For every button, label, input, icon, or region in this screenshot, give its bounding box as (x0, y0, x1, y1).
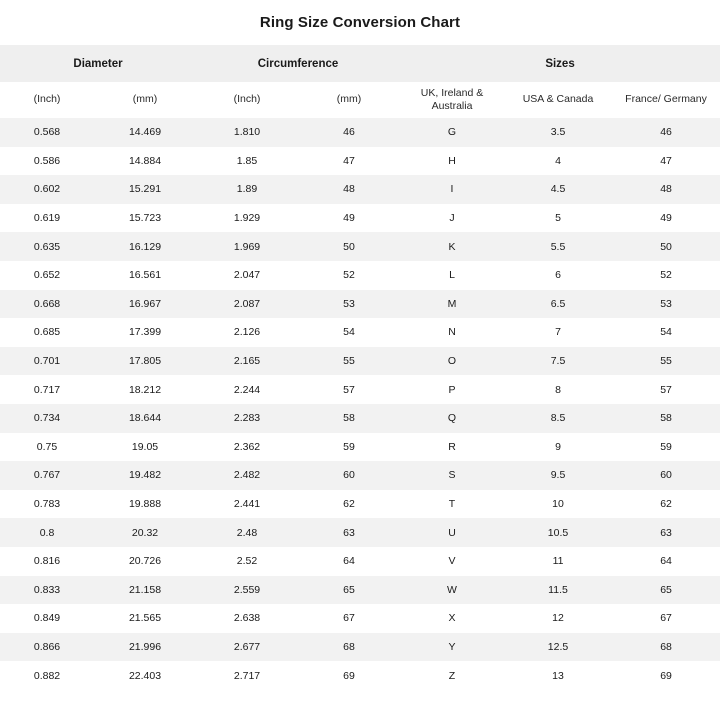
cell-circumference-inch: 1.85 (196, 147, 298, 176)
cell-size-usa: 4.5 (504, 175, 612, 204)
cell-circumference-mm: 69 (298, 661, 400, 690)
cell-size-usa: 11 (504, 547, 612, 576)
cell-size-france: 48 (612, 175, 720, 204)
cell-circumference-mm: 53 (298, 290, 400, 319)
cell-diameter-inch: 0.652 (0, 261, 94, 290)
unit-header-uk-ireland-australia: UK, Ireland & Australia (400, 82, 504, 118)
table-row (0, 518, 720, 547)
cell-size-france: 64 (612, 547, 720, 576)
cell-size-france: 65 (612, 576, 720, 605)
cell-size-usa: 5 (504, 204, 612, 233)
cell-diameter-inch: 0.849 (0, 604, 94, 633)
cell-diameter-mm: 21.565 (94, 604, 196, 633)
cell-size-uk: N (400, 318, 504, 347)
cell-diameter-mm: 20.32 (94, 518, 196, 547)
cell-diameter-mm: 15.291 (94, 175, 196, 204)
cell-size-usa: 5.5 (504, 232, 612, 261)
cell-circumference-inch: 2.717 (196, 661, 298, 690)
cell-circumference-mm: 63 (298, 518, 400, 547)
unit-header-france-germany: France/ Germany (612, 82, 720, 118)
cell-circumference-mm: 58 (298, 404, 400, 433)
cell-size-uk: H (400, 147, 504, 176)
cell-circumference-inch: 2.165 (196, 347, 298, 376)
cell-diameter-inch: 0.602 (0, 175, 94, 204)
cell-size-usa: 8.5 (504, 404, 612, 433)
cell-diameter-mm: 14.884 (94, 147, 196, 176)
cell-size-usa: 7 (504, 318, 612, 347)
unit-header-diameter-mm: (mm) (94, 82, 196, 118)
table-row (0, 490, 720, 519)
cell-diameter-mm: 19.888 (94, 490, 196, 519)
cell-circumference-mm: 60 (298, 461, 400, 490)
cell-circumference-inch: 1.89 (196, 175, 298, 204)
table-row (0, 547, 720, 576)
cell-diameter-mm: 17.805 (94, 347, 196, 376)
cell-diameter-inch: 0.734 (0, 404, 94, 433)
cell-size-france: 50 (612, 232, 720, 261)
cell-circumference-inch: 1.929 (196, 204, 298, 233)
table-row (0, 375, 720, 404)
cell-size-usa: 6 (504, 261, 612, 290)
cell-size-france: 68 (612, 633, 720, 662)
cell-diameter-inch: 0.668 (0, 290, 94, 319)
table-row (0, 576, 720, 605)
cell-size-france: 53 (612, 290, 720, 319)
cell-diameter-mm: 21.996 (94, 633, 196, 662)
group-header-diameter: Diameter (0, 45, 196, 82)
cell-diameter-inch: 0.635 (0, 232, 94, 261)
cell-circumference-mm: 65 (298, 576, 400, 605)
cell-diameter-inch: 0.75 (0, 433, 94, 462)
cell-circumference-inch: 2.48 (196, 518, 298, 547)
unit-header-circumference-inch: (Inch) (196, 82, 298, 118)
cell-circumference-inch: 2.441 (196, 490, 298, 519)
table-row (0, 433, 720, 462)
cell-size-france: 57 (612, 375, 720, 404)
table-row (0, 204, 720, 233)
cell-size-usa: 12 (504, 604, 612, 633)
cell-circumference-inch: 2.638 (196, 604, 298, 633)
cell-size-uk: R (400, 433, 504, 462)
cell-size-france: 49 (612, 204, 720, 233)
cell-size-uk: G (400, 118, 504, 147)
table-row (0, 175, 720, 204)
cell-size-usa: 11.5 (504, 576, 612, 605)
cell-size-usa: 9 (504, 433, 612, 462)
cell-size-uk: Q (400, 404, 504, 433)
cell-size-uk: K (400, 232, 504, 261)
cell-size-france: 59 (612, 433, 720, 462)
cell-size-france: 54 (612, 318, 720, 347)
unit-header-circumference-mm: (mm) (298, 82, 400, 118)
cell-circumference-mm: 62 (298, 490, 400, 519)
cell-size-uk: L (400, 261, 504, 290)
table-row (0, 347, 720, 376)
cell-diameter-inch: 0.717 (0, 375, 94, 404)
cell-size-uk: J (400, 204, 504, 233)
cell-circumference-mm: 55 (298, 347, 400, 376)
cell-circumference-inch: 2.482 (196, 461, 298, 490)
cell-size-uk: U (400, 518, 504, 547)
cell-size-france: 67 (612, 604, 720, 633)
cell-size-uk: W (400, 576, 504, 605)
table-row (0, 461, 720, 490)
cell-diameter-inch: 0.586 (0, 147, 94, 176)
cell-diameter-mm: 19.05 (94, 433, 196, 462)
table-row (0, 261, 720, 290)
cell-circumference-inch: 1.810 (196, 118, 298, 147)
cell-size-usa: 3.5 (504, 118, 612, 147)
cell-diameter-inch: 0.866 (0, 633, 94, 662)
cell-circumference-inch: 2.677 (196, 633, 298, 662)
cell-circumference-mm: 68 (298, 633, 400, 662)
cell-circumference-mm: 67 (298, 604, 400, 633)
cell-size-france: 60 (612, 461, 720, 490)
cell-size-uk: T (400, 490, 504, 519)
cell-diameter-inch: 0.783 (0, 490, 94, 519)
cell-size-uk: P (400, 375, 504, 404)
cell-diameter-mm: 14.469 (94, 118, 196, 147)
cell-circumference-mm: 46 (298, 118, 400, 147)
cell-diameter-mm: 20.726 (94, 547, 196, 576)
cell-size-france: 52 (612, 261, 720, 290)
cell-circumference-inch: 2.126 (196, 318, 298, 347)
unit-header-usa-canada: USA & Canada (504, 82, 612, 118)
cell-size-france: 63 (612, 518, 720, 547)
cell-size-usa: 4 (504, 147, 612, 176)
group-header-sizes: Sizes (400, 45, 720, 82)
cell-diameter-inch: 0.8 (0, 518, 94, 547)
cell-circumference-mm: 48 (298, 175, 400, 204)
cell-size-uk: S (400, 461, 504, 490)
page-title: Ring Size Conversion Chart (259, 14, 461, 31)
table-row (0, 118, 720, 147)
cell-circumference-mm: 52 (298, 261, 400, 290)
cell-circumference-mm: 49 (298, 204, 400, 233)
cell-size-usa: 10.5 (504, 518, 612, 547)
cell-size-usa: 10 (504, 490, 612, 519)
cell-size-france: 58 (612, 404, 720, 433)
cell-size-uk: Y (400, 633, 504, 662)
table-row (0, 633, 720, 662)
table-row (0, 290, 720, 319)
cell-size-usa: 8 (504, 375, 612, 404)
cell-diameter-inch: 0.767 (0, 461, 94, 490)
group-header-row (0, 45, 720, 82)
table-row (0, 661, 720, 690)
cell-diameter-inch: 0.568 (0, 118, 94, 147)
cell-diameter-mm: 16.967 (94, 290, 196, 319)
table-row (0, 318, 720, 347)
cell-diameter-mm: 22.403 (94, 661, 196, 690)
cell-size-france: 46 (612, 118, 720, 147)
cell-diameter-inch: 0.816 (0, 547, 94, 576)
cell-size-usa: 7.5 (504, 347, 612, 376)
cell-circumference-inch: 2.52 (196, 547, 298, 576)
cell-size-usa: 6.5 (504, 290, 612, 319)
cell-diameter-inch: 0.701 (0, 347, 94, 376)
cell-circumference-mm: 50 (298, 232, 400, 261)
cell-circumference-mm: 47 (298, 147, 400, 176)
cell-diameter-mm: 17.399 (94, 318, 196, 347)
cell-size-uk: V (400, 547, 504, 576)
cell-circumference-mm: 57 (298, 375, 400, 404)
cell-diameter-inch: 0.685 (0, 318, 94, 347)
cell-size-uk: X (400, 604, 504, 633)
unit-header-row (0, 82, 720, 118)
cell-size-usa: 12.5 (504, 633, 612, 662)
cell-diameter-mm: 18.644 (94, 404, 196, 433)
unit-header-diameter-inch: (Inch) (0, 82, 94, 118)
cell-circumference-mm: 64 (298, 547, 400, 576)
cell-size-uk: I (400, 175, 504, 204)
cell-size-uk: O (400, 347, 504, 376)
table-body (0, 45, 720, 690)
ring-size-conversion-table (0, 45, 720, 690)
cell-circumference-inch: 2.244 (196, 375, 298, 404)
cell-circumference-mm: 59 (298, 433, 400, 462)
cell-circumference-inch: 2.283 (196, 404, 298, 433)
cell-diameter-mm: 16.129 (94, 232, 196, 261)
table-row (0, 147, 720, 176)
cell-size-usa: 9.5 (504, 461, 612, 490)
cell-size-france: 47 (612, 147, 720, 176)
cell-size-uk: M (400, 290, 504, 319)
cell-diameter-mm: 16.561 (94, 261, 196, 290)
table-row (0, 232, 720, 261)
cell-diameter-mm: 15.723 (94, 204, 196, 233)
cell-circumference-inch: 2.362 (196, 433, 298, 462)
cell-circumference-inch: 2.559 (196, 576, 298, 605)
cell-size-france: 55 (612, 347, 720, 376)
cell-circumference-mm: 54 (298, 318, 400, 347)
cell-circumference-inch: 2.087 (196, 290, 298, 319)
cell-circumference-inch: 2.047 (196, 261, 298, 290)
cell-circumference-inch: 1.969 (196, 232, 298, 261)
cell-size-france: 62 (612, 490, 720, 519)
cell-size-usa: 13 (504, 661, 612, 690)
cell-diameter-mm: 21.158 (94, 576, 196, 605)
cell-diameter-inch: 0.833 (0, 576, 94, 605)
table-row (0, 604, 720, 633)
cell-diameter-mm: 19.482 (94, 461, 196, 490)
table-row (0, 404, 720, 433)
cell-size-france: 69 (612, 661, 720, 690)
cell-diameter-inch: 0.882 (0, 661, 94, 690)
cell-diameter-inch: 0.619 (0, 204, 94, 233)
group-header-circumference: Circumference (196, 45, 400, 82)
cell-size-uk: Z (400, 661, 504, 690)
cell-diameter-mm: 18.212 (94, 375, 196, 404)
